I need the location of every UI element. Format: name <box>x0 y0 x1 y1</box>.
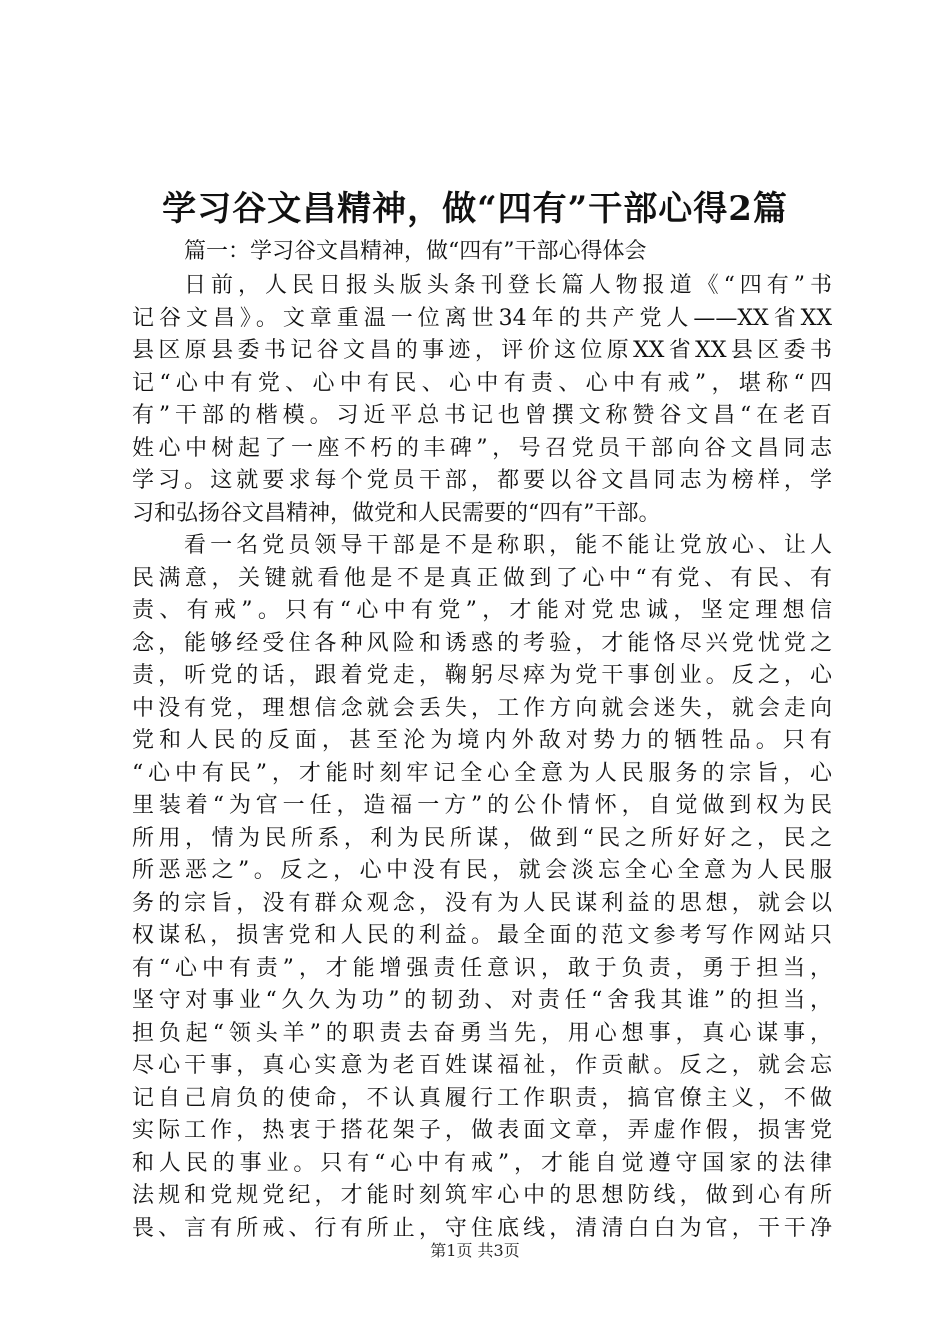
text-line: 中没有党，理想信念就会丢失，工作方向就会迷失，就会走向 <box>132 695 832 721</box>
text-line: “心中有民”，才能时刻牢记全心全意为人民服务的宗旨，心 <box>132 760 832 786</box>
text-line: 责，听党的话，跟着党走，鞠躬尽瘁为党干事创业。反之，心 <box>132 663 832 688</box>
document-title: 学习谷文昌精神，做“四有”干部心得2篇 <box>162 189 788 229</box>
text-line: 法规和党规党纪，才能时刻筑牢心中的思想防线，做到心有所 <box>132 1183 832 1208</box>
text-line: 畏、言有所戒、行有所止，守住底线，清清白白为官，干干净 <box>132 1215 832 1241</box>
section-heading: 篇一：学习谷文昌精神，做“四有”干部心得体会 <box>184 239 647 264</box>
text-line: 姓心中树起了一座不朽的丰碑”，号召党员干部向谷文昌同志 <box>132 435 832 461</box>
text-line: 坚守对事业“久久为功”的韧劲、对责任“舍我其谁”的担当， <box>132 988 832 1013</box>
text-line: 责、有戒”。只有“心中有党”，才能对党忠诚，坚定理想信 <box>132 598 832 623</box>
text-line: 实际工作，热衷于搭花架子，做表面文章，弄虚作假，损害党 <box>132 1118 832 1143</box>
text-line: 日前，人民日报头版头条刊登长篇人物报道《“四有”书 <box>184 273 832 298</box>
text-line: 有“心中有责”，才能增强责任意识，敢于负责，勇于担当， <box>132 955 832 981</box>
text-line: 里装着“为官一任，造福一方”的公仆情怀，自觉做到权为民 <box>132 793 832 818</box>
text-line: 有”干部的楷模。习近平总书记也曾撰文称赞谷文昌“在老百 <box>132 403 832 428</box>
text-line: 学习。这就要求每个党员干部，都要以谷文昌同志为榜样，学 <box>132 468 832 493</box>
text-line: 权谋私，损害党和人民的利益。最全面的范文参考写作网站只 <box>132 923 832 948</box>
text-line: 记谷文昌》。文章重温一位离世34年的共产党人——XX省XX <box>132 305 832 331</box>
text-line: 记自己肩负的使命，不认真履行工作职责，搞官僚主义，不做 <box>132 1085 832 1111</box>
text-line: 习和弘扬谷文昌精神，做党和人民需要的“四有”干部。 <box>132 500 661 526</box>
page-number: 第1页 共3页 <box>430 1241 520 1260</box>
text-line: 担负起“领头羊”的职责去奋勇当先，用心想事，真心谋事， <box>132 1020 832 1046</box>
text-line: 尽心干事，真心实意为老百姓谋福祉，作贡献。反之，就会忘 <box>132 1053 832 1078</box>
text-line: 所用，情为民所系，利为民所谋，做到“民之所好好之，民之 <box>132 825 832 851</box>
body-text <box>132 270 832 1245</box>
text-line: 县区原县委书记谷文昌的事迹，评价这位原XX省XX县区委书 <box>132 338 832 363</box>
text-line: 记“心中有党、心中有民、心中有责、心中有戒”，堪称“四 <box>132 370 832 396</box>
text-line: 和人民的事业。只有“心中有戒”，才能自觉遵守国家的法律 <box>132 1150 832 1176</box>
text-line: 民满意，关键就看他是不是真正做到了心中“有党、有民、有 <box>132 565 832 591</box>
text-line: 党和人民的反面，甚至沦为境内外敌对势力的牺牲品。只有 <box>132 728 832 753</box>
text-line: 所恶恶之”。反之，心中没有民，就会淡忘全心全意为人民服 <box>132 858 832 883</box>
text-line: 念，能够经受住各种风险和诱惑的考验，才能恪尽兴党忧党之 <box>132 630 832 656</box>
text-line: 务的宗旨，没有群众观念，没有为人民谋利益的思想，就会以 <box>132 890 832 916</box>
text-line: 看一名党员领导干部是不是称职，能不能让党放心、让人 <box>184 533 832 558</box>
